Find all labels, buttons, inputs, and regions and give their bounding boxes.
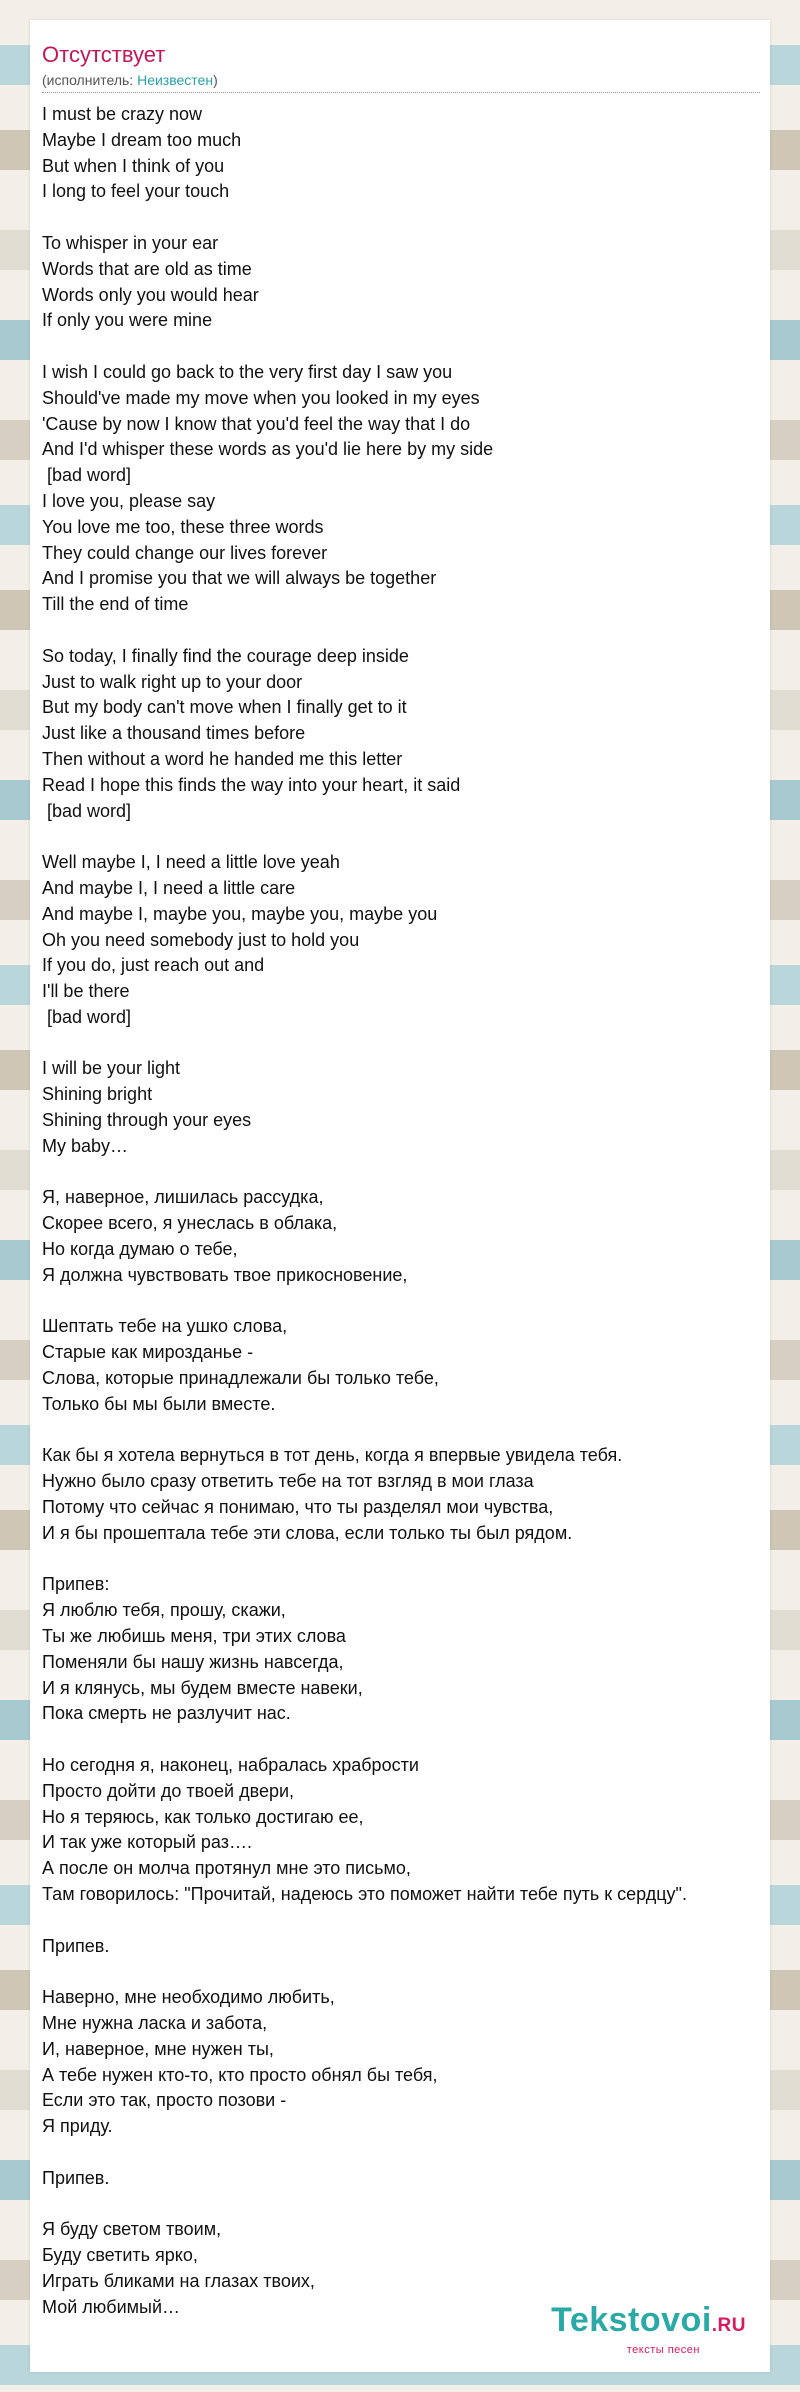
lyrics-line: I must be crazy now <box>42 104 203 124</box>
lyrics-stanza <box>42 1934 767 1960</box>
lyrics-line: Мой любимый… <box>42 2296 180 2317</box>
lyrics-line: I love you, please say <box>42 490 216 511</box>
artist-prefix: (исполнитель: <box>42 72 138 88</box>
lyrics-line: Maybe I dream too much <box>42 129 242 150</box>
lyrics-stanza <box>42 2166 767 2192</box>
lyrics-line: И, наверное, мне нужен ты, <box>42 2038 274 2059</box>
title-divider <box>42 92 760 93</box>
lyrics-line: But my body can't move when I finally get to it <box>42 697 407 718</box>
lyrics-stanza <box>42 1185 767 1288</box>
lyrics-line: Ты же любишь меня, три этих слова <box>42 1626 346 1647</box>
lyrics-line: Слова, которые принадлежали бы только тебе, <box>42 1368 439 1389</box>
lyrics-line: Но когда думаю о тебе, <box>42 1239 238 1260</box>
site-logo[interactable] <box>551 2302 746 2356</box>
lyrics-line: Oh you need somebody just to hold you <box>42 929 360 950</box>
lyrics-line: Играть бликами на глазах твоих, <box>42 2270 315 2291</box>
lyrics-stanza <box>42 1985 767 2140</box>
logo-text <box>551 2302 746 2344</box>
lyrics-stanza <box>42 1443 767 1546</box>
lyrics-line: Then without a word he handed me this letter <box>42 748 403 769</box>
lyrics-line: Я приду. <box>42 2116 113 2137</box>
lyrics-stanza <box>42 1314 767 1417</box>
lyrics-line: And maybe I, I need a little care <box>42 877 296 898</box>
lyrics-line: А после он молча протянул мне это письмо, <box>42 1858 411 1879</box>
lyrics-card <box>30 20 770 2372</box>
lyrics-line: Только бы мы были вместе. <box>42 1393 276 1414</box>
lyrics-line: Words only you would hear <box>42 284 259 305</box>
lyrics-line: To whisper in your ear <box>42 232 219 253</box>
lyrics-line: If only you were mine <box>42 310 213 331</box>
lyrics-line: Я люблю тебя, прошу, скажи, <box>42 1600 286 1621</box>
lyrics-stanza <box>42 644 767 825</box>
lyrics-stanza <box>42 1572 767 1727</box>
lyrics-line: Мне нужна ласка и забота, <box>42 2012 268 2033</box>
lyrics-line: Просто дойти до твоей двери, <box>42 1780 295 1801</box>
lyrics-line: Там говорилось: "Прочитай, надеюсь это поможет найти тебе путь к сердцу". <box>42 1883 687 1904</box>
lyrics-line: И я бы прошептала тебе эти слова, если только ты был рядом. <box>42 1522 573 1543</box>
artist-line <box>42 71 218 89</box>
lyrics-line: Если это так, просто позови - <box>42 2090 287 2111</box>
lyrics-line: 'Cause by now I know that you'd feel the way that I do <box>42 413 471 434</box>
lyrics-line: Припев. <box>42 1935 110 1956</box>
lyrics-line: Но сегодня я, наконец, набралась храбрости <box>42 1755 419 1775</box>
lyrics-line: И я клянусь, мы будем вместе навеки, <box>42 1677 363 1698</box>
logo-suffix: .RU <box>711 2315 746 2336</box>
lyrics-line: Shining bright <box>42 1084 153 1105</box>
artist-suffix: ) <box>213 72 218 88</box>
lyrics-line: I long to feel your touch <box>42 181 230 202</box>
lyrics-line: Наверно, мне необходимо любить, <box>42 1987 335 2008</box>
lyrics-line: Я буду светом твоим, <box>42 2219 222 2240</box>
lyrics-line: И так уже который раз…. <box>42 1832 252 1853</box>
lyrics-line: You love me too, these three words <box>42 516 324 537</box>
lyrics-line: So today, I finally find the courage deep inside <box>42 645 409 666</box>
lyrics-line: They could change our lives forever <box>42 542 328 563</box>
lyrics-line: Припев: <box>42 1574 110 1595</box>
lyrics-line: And maybe I, maybe you, maybe you, maybe you <box>42 903 438 924</box>
lyrics-stanza <box>42 1056 767 1159</box>
lyrics-line: Потому что сейчас я понимаю, что ты разделял мои чувства, <box>42 1497 554 1518</box>
lyrics-line: And I'd whisper these words as you'd lie here by my side <box>42 439 494 460</box>
lyrics-stanza <box>42 1753 767 1908</box>
lyrics-line: Как бы я хотела вернуться в тот день, когда я впервые увидела тебя. <box>42 1445 623 1466</box>
lyrics-stanza <box>42 102 767 205</box>
lyrics-line: I'll be there <box>42 981 130 1002</box>
lyrics-stanza <box>42 231 767 334</box>
lyrics-line: Just like a thousand times before <box>42 723 306 744</box>
lyrics-line: Но я теряюсь, как только достигаю ее, <box>42 1806 364 1827</box>
lyrics-line: I wish I could go back to the very first day I saw you <box>42 361 453 382</box>
lyrics-line: I will be your light <box>42 1058 181 1079</box>
lyrics-line: If you do, just reach out and <box>42 955 265 976</box>
lyrics-line: Скорее всего, я унеслась в облака, <box>42 1213 338 1234</box>
lyrics-text <box>42 102 767 2321</box>
lyrics-line: Just to walk right up to your door <box>42 671 303 692</box>
song-title: Отсутствует <box>42 42 166 67</box>
lyrics-stanza <box>42 360 767 618</box>
lyrics-line: Припев. <box>42 2167 110 2188</box>
lyrics-line: Till the end of time <box>42 594 189 615</box>
lyrics-line: Words that are old as time <box>42 258 252 279</box>
lyrics-line: Нужно было сразу ответить тебе на тот взгляд в мои глаза <box>42 1471 534 1492</box>
lyrics-line: Я, наверное, лишилась рассудка, <box>42 1187 324 1208</box>
lyrics-line: Well maybe I, I need a little love yeah <box>42 852 340 873</box>
lyrics-line: My baby… <box>42 1135 129 1156</box>
lyrics-line: [bad word] <box>42 1006 132 1027</box>
lyrics-line: Shining through your eyes <box>42 1110 252 1131</box>
lyrics-line: А тебе нужен кто-то, кто просто обнял бы тебя, <box>42 2064 438 2085</box>
lyrics-line: Старые как мирозданье - <box>42 1342 254 1363</box>
lyrics-line: Поменяли бы нашу жизнь навсегда, <box>42 1651 344 1672</box>
lyrics-line: But when I think of you <box>42 155 225 176</box>
lyrics-stanza <box>42 850 767 1031</box>
lyrics-line: Буду светить ярко, <box>42 2245 198 2266</box>
lyrics-line: Шептать тебе на ушко слова, <box>42 1316 288 1337</box>
artist-link[interactable]: Неизвестен <box>137 72 214 88</box>
logo-tagline: тексты песен <box>626 2344 700 2356</box>
lyrics-line: Should've made my move when you looked in my eyes <box>42 387 480 408</box>
lyrics-line: [bad word] <box>42 465 132 486</box>
lyrics-line: [bad word] <box>42 800 132 821</box>
lyrics-line: Пока смерть не разлучит нас. <box>42 1703 291 1724</box>
lyrics-line: And I promise you that we will always be together <box>42 568 437 589</box>
lyrics-line: Read I hope this finds the way into your heart, it said <box>42 774 461 795</box>
logo-name: Tekstovoi <box>551 2301 712 2339</box>
lyrics-line: Я должна чувствовать твое прикосновение, <box>42 1264 408 1285</box>
